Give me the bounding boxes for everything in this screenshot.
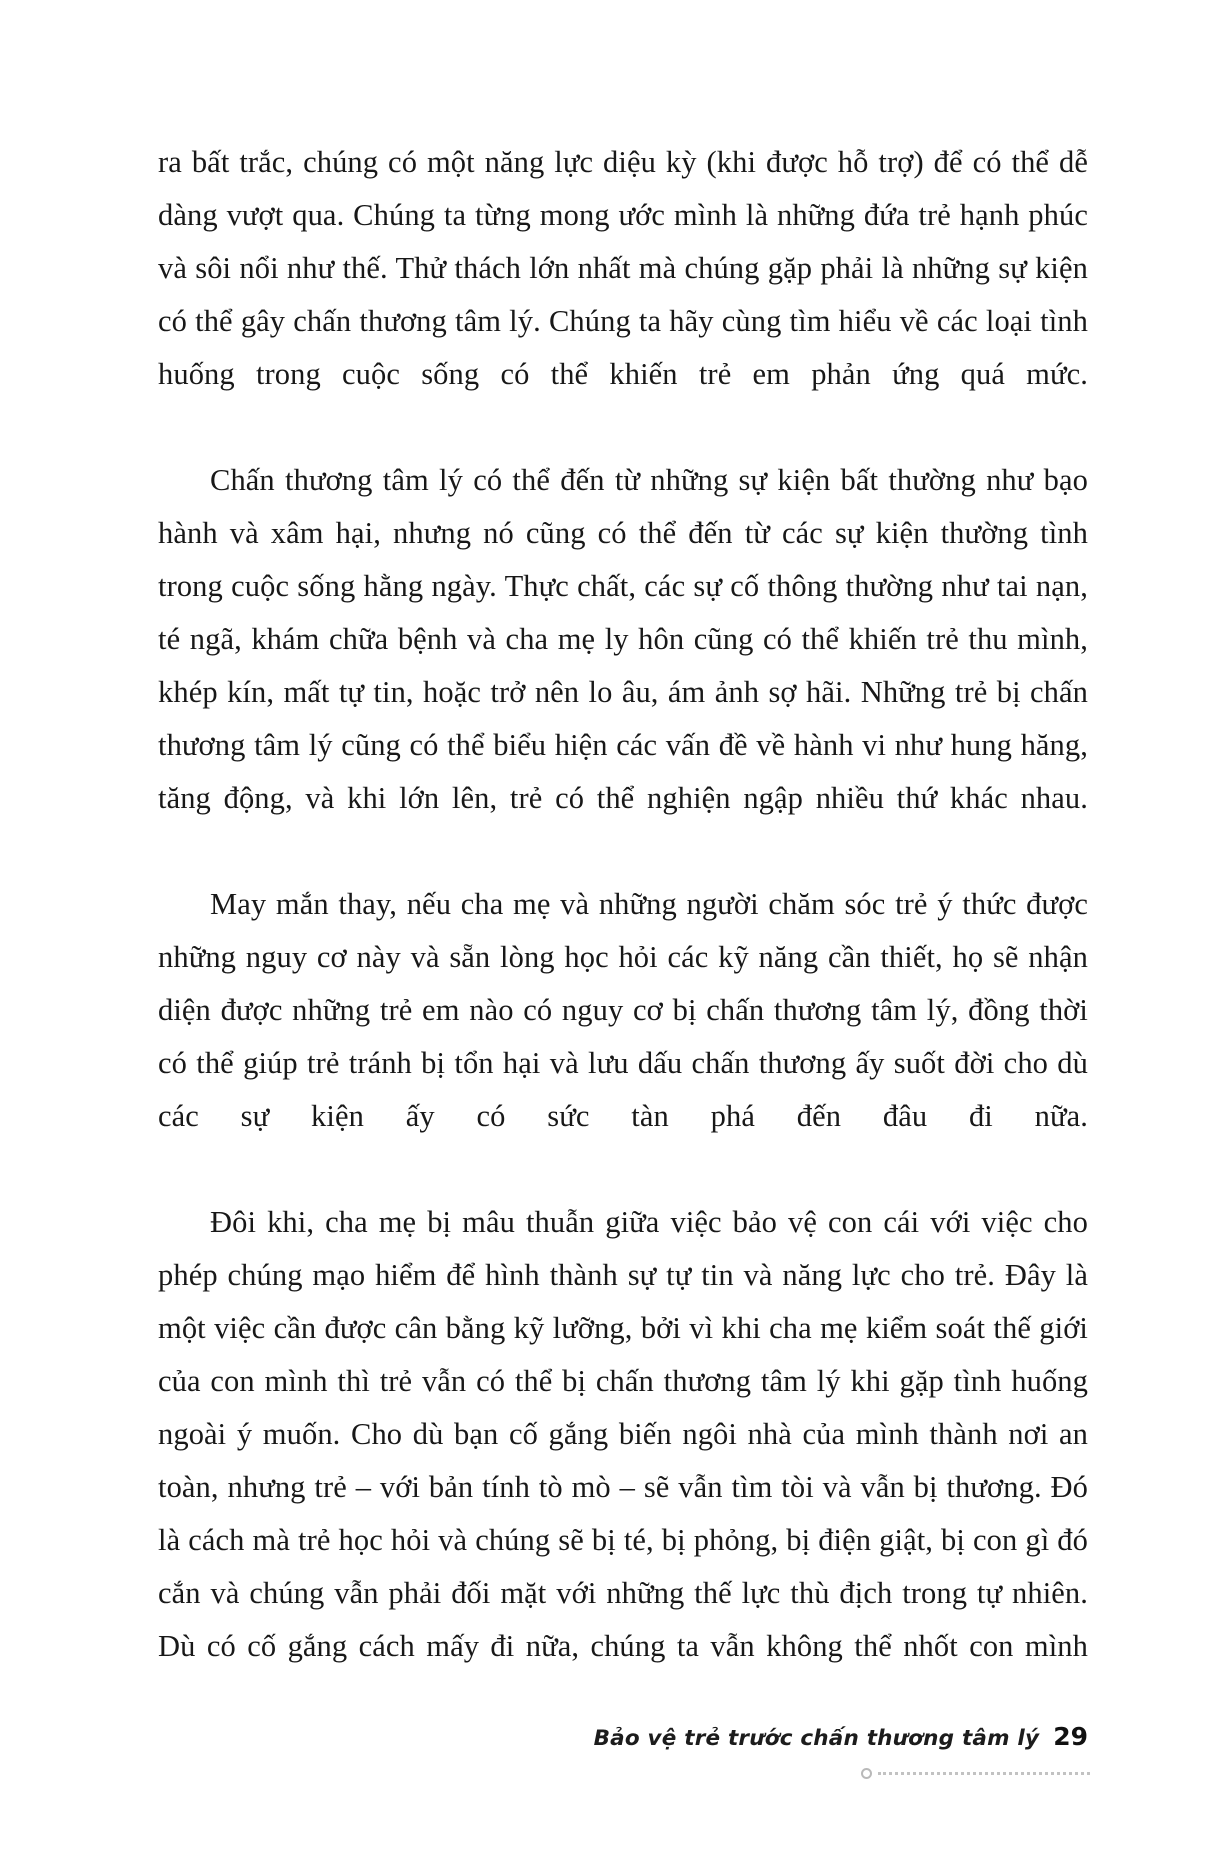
dotted-line <box>878 1772 1090 1775</box>
circle-icon <box>861 1768 872 1779</box>
paragraph: ra bất trắc, chúng có một năng lực diệu kỳ (khi được hỗ trợ) để có thể dễ dàng vượt qua. Chúng ta từng mong ước mình là những đứa trẻ hạnh phúc và sôi nổi như thế. Thử thách lớn nhất mà chúng gặp phải là những sự kiện có thể gây chấn thương tâm lý. Chúng ta hãy cùng tìm hiểu về các loại tình huống trong cuộc sống có thể khiến trẻ em phản ứng quá mức. <box>158 145 1088 391</box>
page-footer <box>0 1722 1221 1782</box>
footer-decorative-rule <box>861 1768 1090 1779</box>
paragraph: May mắn thay, nếu cha mẹ và những người chăm sóc trẻ ý thức được những nguy cơ này và sẵn lòng học hỏi các kỹ năng cần thiết, họ sẽ nhận diện được những trẻ em nào có nguy cơ bị chấn thương tâm lý, đồng thời có thể giúp trẻ tránh bị tổn hại và lưu dấu chấn thương ấy suốt đời cho dù các sự kiện ấy có sức tàn phá đến đâu đi nữa. <box>158 887 1088 1133</box>
footer-content <box>594 1722 1088 1751</box>
paragraph: Đôi khi, cha mẹ bị mâu thuẫn giữa việc bảo vệ con cái với việc cho phép chúng mạo hiểm để hình thành sự tự tin và năng lực cho trẻ. Đây là một việc cần được cân bằng kỹ lưỡng, bởi vì khi cha mẹ kiểm soát thế giới của con mình thì trẻ vẫn có thể bị chấn thương tâm lý khi gặp tình huống ngoài ý muốn. Cho dù bạn cố gắng biến ngôi nhà của mình thành nơi an toàn, nhưng trẻ – với bản tính tò mò – sẽ vẫn tìm tòi và vẫn bị thương. Đó là cách mà trẻ học hỏi và chúng sẽ bị té, bị phỏng, bị điện giật, bị con gì đó cắn và chúng vẫn phải đối mặt với những thế lực thù địch trong tự nhiên. Dù có cố gắng cách mấy đi nữa, chúng ta vẫn không thể nhốt con mình <box>158 1205 1088 1663</box>
page-body-text <box>158 136 1088 1726</box>
paragraph: Chấn thương tâm lý có thể đến từ những sự kiện bất thường như bạo hành và xâm hại, nhưng nó cũng có thể đến từ các sự kiện thường tình trong cuộc sống hằng ngày. Thực chất, các sự cố thông thường như tai nạn, té ngã, khám chữa bệnh và cha mẹ ly hôn cũng có thể khiến trẻ thu mình, khép kín, mất tự tin, hoặc trở nên lo âu, ám ảnh sợ hãi. Những trẻ bị chấn thương tâm lý cũng có thể biểu hiện các vấn đề về hành vi như hung hăng, tăng động, và khi lớn lên, trẻ có thể nghiện ngập nhiều thứ khác nhau. <box>158 463 1088 815</box>
page-number: 29 <box>1053 1722 1088 1751</box>
running-title: Bảo vệ trẻ trước chấn thương tâm lý <box>593 1726 1040 1751</box>
